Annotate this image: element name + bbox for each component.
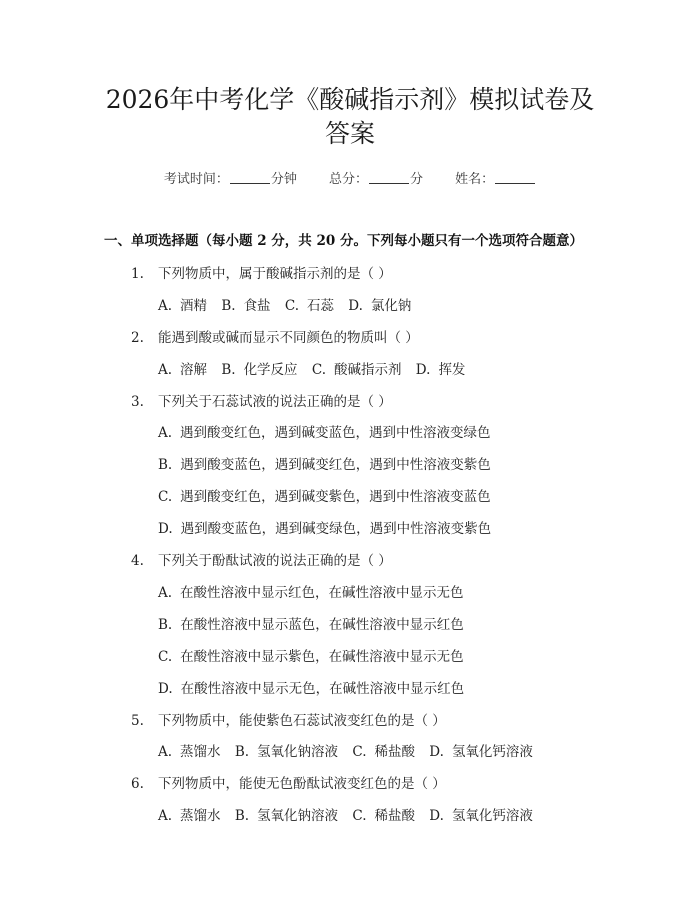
exam-time-label: 考试时间： [163, 172, 229, 187]
option-d: D. 在酸性溶液中显示无色，在碱性溶液中显示红色 [158, 681, 465, 697]
question-stem: 下列物质中，能使紫色石蕊试液变红色的是（ ） [158, 713, 446, 729]
question-6-options [158, 804, 543, 824]
total-score-label: 总分： [328, 172, 368, 187]
question-number: 2. [131, 330, 144, 346]
option-c: C. 遇到酸变红色，遇到碱变紫色，遇到中性溶液变蓝色 [158, 489, 491, 505]
option-c: C. 石蕊 [284, 298, 334, 314]
option-a: A. 溶解 [158, 362, 208, 378]
question-number: 5. [131, 713, 144, 729]
exam-time-field [164, 168, 297, 187]
question-number: 3. [131, 394, 144, 410]
question-5-options [158, 740, 543, 760]
student-name-field [455, 168, 536, 187]
option-a: A. 遇到酸变红色，遇到碱变蓝色，遇到中性溶液变绿色 [158, 425, 491, 441]
option-d: D. 氢氧化钙溶液 [429, 744, 533, 760]
option-c: C. 在酸性溶液中显示紫色，在碱性溶液中显示无色 [158, 649, 464, 665]
option-d: D. 氯化钠 [348, 298, 412, 314]
question-stem: 下列物质中，能使无色酚酞试液变红色的是（ ） [158, 776, 446, 792]
student-name-label: 姓名： [455, 172, 495, 187]
option-a: A. 蒸馏水 [158, 744, 221, 760]
question-2 [131, 326, 419, 346]
exam-info-row [0, 168, 700, 187]
option-b: B. 氢氧化钠溶液 [234, 808, 339, 824]
exam-time-unit: 分钟 [270, 172, 297, 187]
question-4 [131, 549, 392, 569]
question-2-options [158, 358, 475, 378]
question-stem: 能遇到酸或碱而显示不同颜色的物质叫（ ） [158, 330, 419, 346]
option-a: A. 蒸馏水 [158, 808, 221, 824]
option-b: B. 在酸性溶液中显示蓝色，在碱性溶液中显示红色 [158, 617, 464, 633]
question-number: 4. [131, 553, 144, 569]
total-score-unit: 分 [410, 172, 424, 187]
total-score-blank [369, 171, 409, 184]
option-d: D. 遇到酸变蓝色，遇到碱变绿色，遇到中性溶液变紫色 [158, 521, 492, 537]
option-c: C. 稀盐酸 [352, 744, 415, 760]
option-b: B. 食盐 [221, 298, 271, 314]
option-b: B. 氢氧化钠溶液 [234, 744, 339, 760]
question-1 [131, 262, 392, 282]
option-d: D. 挥发 [415, 362, 466, 378]
question-1-options [158, 294, 421, 314]
question-number: 1. [131, 266, 144, 282]
option-c: C. 酸碱指示剂 [311, 362, 402, 378]
exam-time-blank [230, 171, 270, 184]
question-6 [131, 772, 446, 792]
section-heading: 一、单项选择题（每小题 2 分，共 20 分。下列每小题只有一个选项符合题意） [104, 233, 583, 249]
question-number: 6. [131, 776, 144, 792]
option-c: C. 稀盐酸 [352, 808, 415, 824]
option-b: B. 化学反应 [221, 362, 298, 378]
option-a: A. 在酸性溶液中显示红色，在碱性溶液中显示无色 [158, 585, 464, 601]
question-5 [131, 709, 446, 729]
option-d: D. 氢氧化钙溶液 [429, 808, 533, 824]
question-stem: 下列关于石蕊试液的说法正确的是（ ） [158, 394, 392, 410]
student-name-blank [495, 171, 535, 184]
question-stem: 下列关于酚酞试液的说法正确的是（ ） [158, 553, 392, 569]
total-score-field [329, 168, 423, 187]
question-stem: 下列物质中，属于酸碱指示剂的是（ ） [158, 266, 392, 282]
option-b: B. 遇到酸变蓝色，遇到碱变红色，遇到中性溶液变紫色 [158, 457, 491, 473]
exam-title: 2026年中考化学《酸碱指示剂》模拟试卷及 [105, 85, 595, 114]
option-a: A. 酒精 [158, 298, 208, 314]
exam-title-continued: 答案 [324, 119, 375, 148]
question-3 [131, 390, 392, 410]
